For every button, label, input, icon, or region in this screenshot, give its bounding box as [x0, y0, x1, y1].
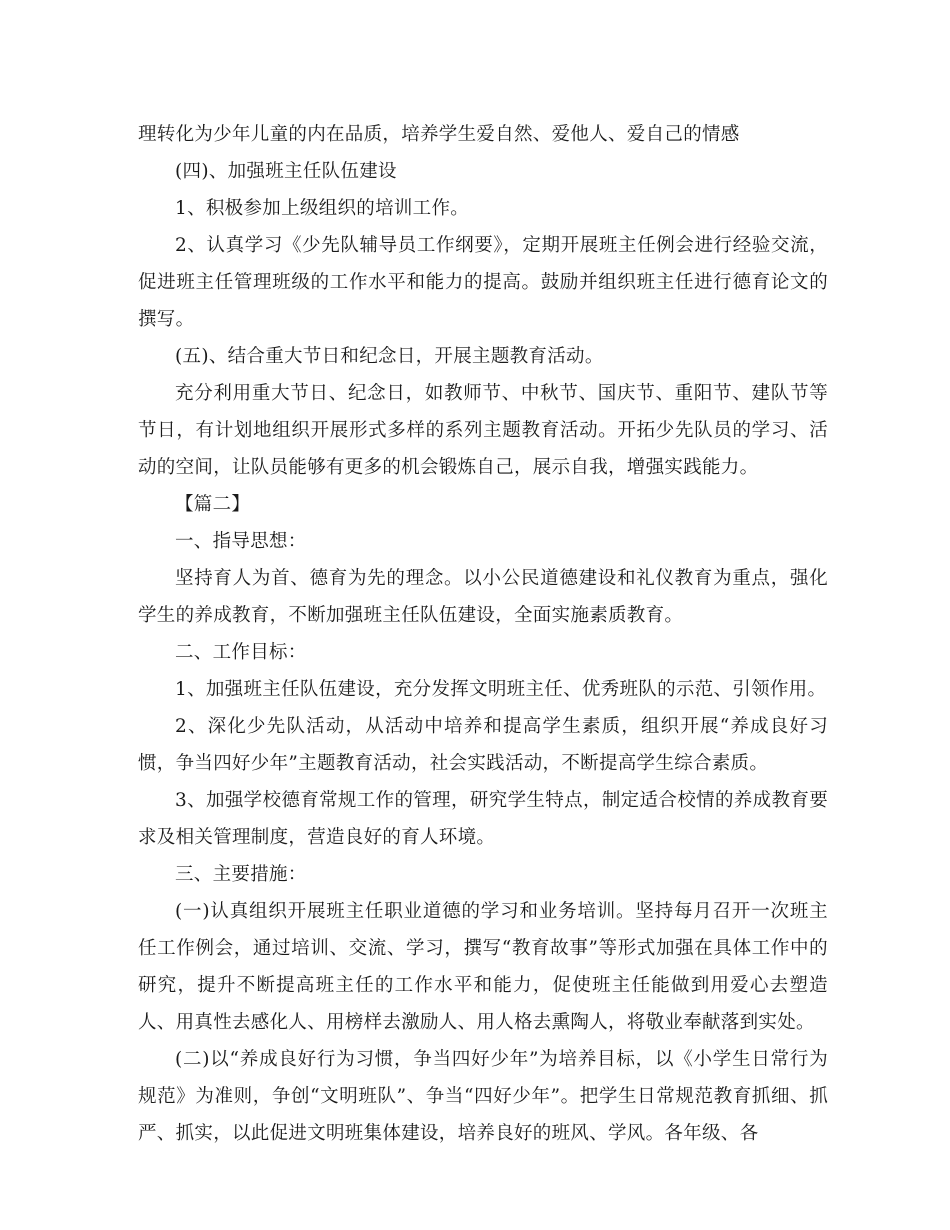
section-heading: 二、工作目标：: [175, 642, 307, 663]
paragraph: (一)认真组织开展班主任职业道德的学习和业务培训。坚持每月召开一次班主任工作例会，通过培训、交流、学习，撰写“教育故事”等形式加强在具体工作中的研究，提升不断提高班主任的工作水平和能力，促使班主任能做到用爱心去塑造人、用真性去感化人、用榜样去激励人、用人格去熏陶人，将敬业奉献落到实处。: [138, 901, 828, 1033]
list-item: 1、积极参加上级组织的培训工作。: [175, 198, 470, 219]
paragraph: 充分利用重大节日、纪念日，如教师节、中秋节、国庆节、重阳节、建队节等节日，有计划地组织开展形式多样的系列主题教育活动。开拓少先队员的学习、活动的空间，让队员能够有更多的机会锻炼自己，展示自我，增强实践能力。: [138, 383, 828, 478]
paragraph: 坚持育人为首、德育为先的理念。以小公民道德建设和礼仪教育为重点，强化学生的养成教育，不断加强班主任队伍建设，全面实施素质教育。: [138, 568, 828, 626]
paragraph: (二)以“养成良好行为习惯，争当四好少年”为培养目标，以《小学生日常行为规范》为准则，争创“文明班队”、争当“四好少年”。把学生日常规范教育抓细、抓严、抓实，以此促进文明班集体建设，培养良好的班风、学风。各年级、各: [138, 1049, 828, 1144]
section-heading: 三、主要措施：: [175, 864, 307, 885]
list-item: 2、深化少先队活动，从活动中培养和提高学生素质，组织开展“养成良好习惯，争当四好少年”主题教育活动，社会实践活动，不断提高学生综合素质。: [138, 716, 828, 774]
section-heading: 一、指导思想：: [175, 531, 307, 552]
section-heading: (五)、结合重大节日和纪念日，开展主题教育活动。: [175, 346, 604, 367]
list-item: 3、加强学校德育常规工作的管理，研究学生特点，制定适合校情的养成教育要求及相关管理制度，营造良好的育人环境。: [138, 790, 828, 848]
document-body: [138, 116, 828, 1152]
part-heading: 【篇二】: [175, 494, 251, 515]
paragraph: 理转化为少年儿童的内在品质，培养学生爱自然、爱他人、爱自己的情感: [138, 124, 740, 145]
section-heading: (四)、加强班主任队伍建设: [175, 161, 397, 182]
list-item: 1、加强班主任队伍建设，充分发挥文明班主任、优秀班队的示范、引领作用。: [175, 679, 827, 700]
list-item: 2、认真学习《少先队辅导员工作纲要》，定期开展班主任例会进行经验交流，促进班主任管理班级的工作水平和能力的提高。鼓励并组织班主任进行德育论文的撰写。: [138, 235, 828, 330]
